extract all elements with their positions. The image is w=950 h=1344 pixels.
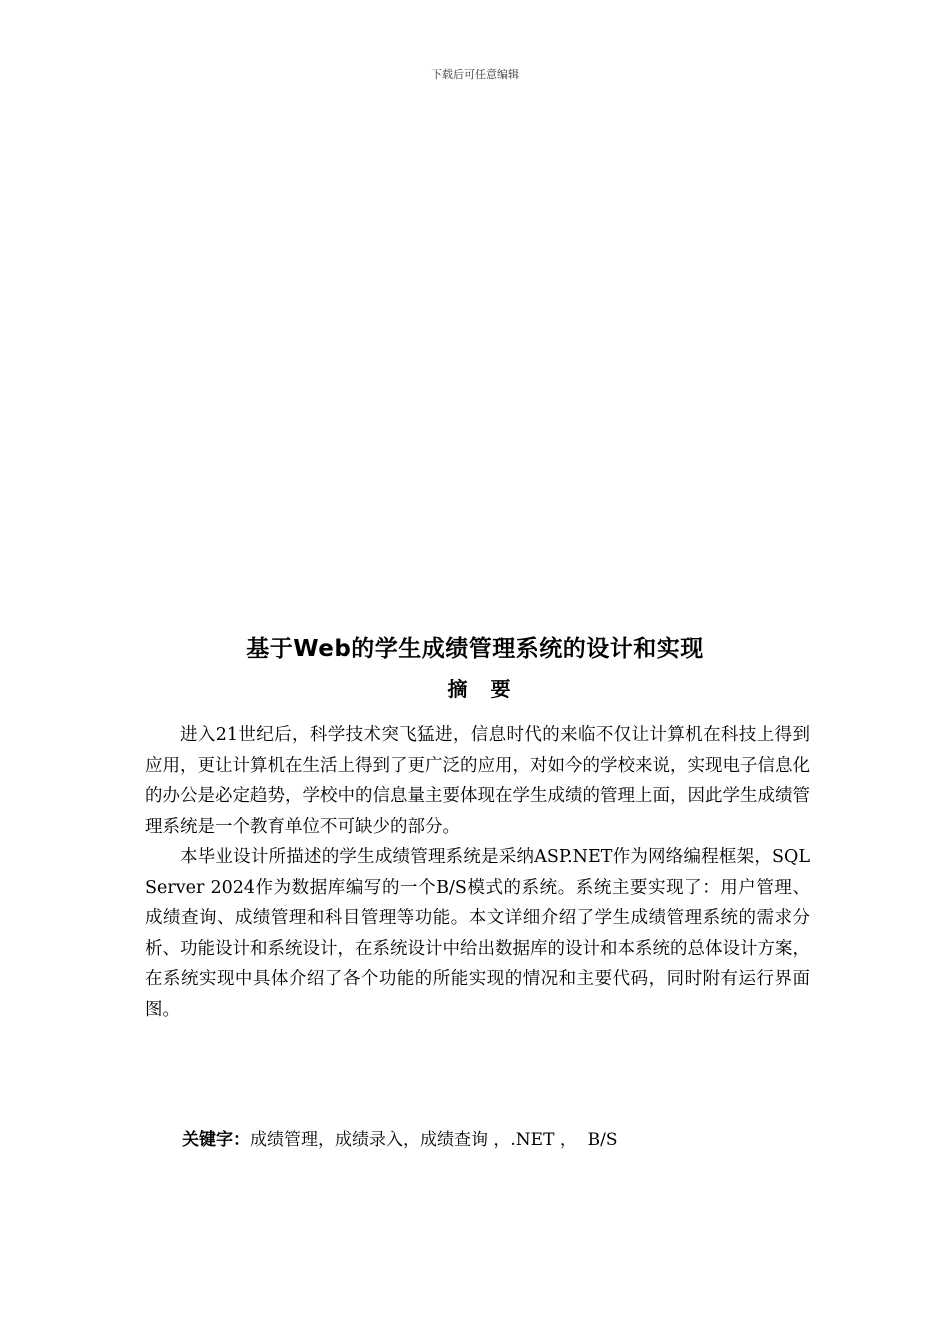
abstract-paragraph: 本毕业设计所描述的学生成绩管理系统是采纳ASP.NET作为网络编程框架，SQL Server 2024作为数据库编写的一个B/S模式的系统。系统主要实现了：用户管理、成绩查询、成绩管理和科目管理等功能。本文详细介绍了学生成绩管理系统的需求分析、功能设计和系统设计，在系统设计中给出数据库的设计和本系统的总体设计方案，在系统实现中具体介绍了各个功能的所能实现的情况和主要代码，同时附有运行界面图。 [145,847,810,1020]
abstract-paragraph: 进入21世纪后，科学技术突飞猛进，信息时代的来临不仅让计算机在科技上得到应用，更让计算机在生活上得到了更广泛的应用，对如今的学校来说，实现电子信息化的办公是必定趋势，学校中的信息量主要体现在学生成绩的管理上面，因此学生成绩管理系统是一个教育单位不可缺少的部分。 [145,725,810,837]
keywords-value: 成绩管理，成绩录入，成绩查询 ，.NET ， B/S [250,1130,618,1150]
abstract-heading: 摘 要 [447,677,519,701]
abstract-body [145,720,810,1025]
keywords-label: 关键字： [182,1130,250,1150]
keywords-line [182,1125,618,1150]
header-note: 下载后可任意编辑 [431,68,519,81]
document-title: 基于Web的学生成绩管理系统的设计和实现 [246,636,704,662]
